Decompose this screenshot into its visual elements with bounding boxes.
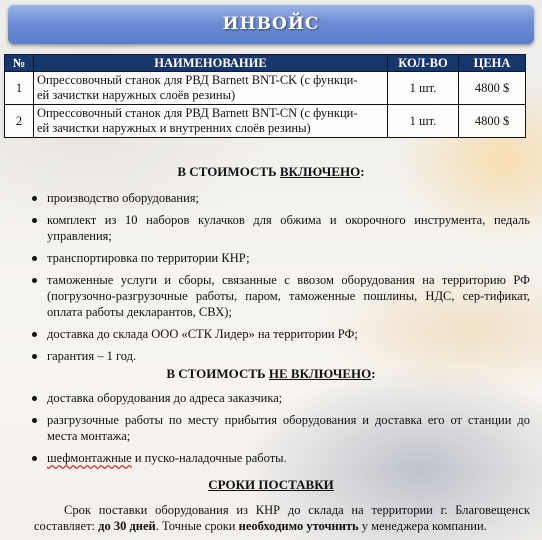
col-name: НАИМЕНОВАНИЕ <box>34 55 388 72</box>
row-name-line2: ей зачистки наружных и внутренних слоёв резины) <box>37 121 311 135</box>
spellcheck-word: шефмонтажные <box>47 451 132 465</box>
list-item: гарантия – 1 год. <box>30 348 530 364</box>
list-item: шефмонтажные и пуско-наладочные работы. <box>30 450 530 466</box>
delivery-terms <box>34 502 530 534</box>
included-list <box>30 190 530 370</box>
table-row <box>5 105 526 138</box>
list-item: транспортировка по территории КНР; <box>30 250 530 266</box>
table-header-row <box>5 55 526 72</box>
row-name <box>34 105 388 138</box>
table-row <box>5 72 526 105</box>
delivery-heading: СРОКИ ПОСТАВКИ <box>208 477 334 492</box>
row-qty: 1 шт. <box>388 72 459 105</box>
row-number: 1 <box>5 72 34 105</box>
invoice-table <box>4 54 526 138</box>
excluded-list <box>30 390 530 472</box>
row-name-line2: ей зачистки наружных слоёв резины) <box>37 88 236 102</box>
invoice-title: ИНВОЙС <box>222 14 320 34</box>
delivery-paragraph: Срок поставки оборудования из КНР до склада на территории г. Благовещенск составляет: до 30 дней. Точные сроки необходимо уточнить у менеджера компании. <box>34 503 530 533</box>
col-qty: КОЛ-ВО <box>388 55 459 72</box>
row-price: 4800 $ <box>459 105 526 138</box>
row-name <box>34 72 388 105</box>
list-item: производство оборудования; <box>30 190 530 206</box>
list-item: комплект из 10 наборов кулачков для обжима и окорочного инструмента, педаль управления; <box>30 212 530 244</box>
list-item: таможенные услуги и сборы, связанные с ввозом оборудования на территорию РФ (погрузочно-разгрузочные работы, паром, таможенные пошлины, НДС, сер-тификат, оплата работы декларантов, СВХ); <box>30 272 530 320</box>
col-price: ЦЕНА <box>459 55 526 72</box>
invoice-title-bar <box>8 4 534 44</box>
excluded-heading: В СТОИМОСТЬ НЕ ВКЛЮЧЕНО: <box>166 366 376 381</box>
row-qty: 1 шт. <box>388 105 459 138</box>
list-item: доставка оборудования до адреса заказчика; <box>30 390 530 406</box>
list-item: доставка до склада ООО «СТК Лидер» на территории РФ; <box>30 326 530 342</box>
included-heading: В СТОИМОСТЬ ВКЛЮЧЕНО: <box>177 164 365 179</box>
row-name-line1: Опрессовочный станок для РВД Barnett BNT-CK (с функци- <box>37 73 358 87</box>
row-price: 4800 $ <box>459 72 526 105</box>
col-number: № <box>5 55 34 72</box>
list-item: разгрузочные работы по месту прибытия оборудования и доставка его от станции до места монтажа; <box>30 412 530 444</box>
row-name-line1: Опрессовочный станок для РВД Barnett BNT-CN (с функци- <box>37 106 358 120</box>
row-number: 2 <box>5 105 34 138</box>
